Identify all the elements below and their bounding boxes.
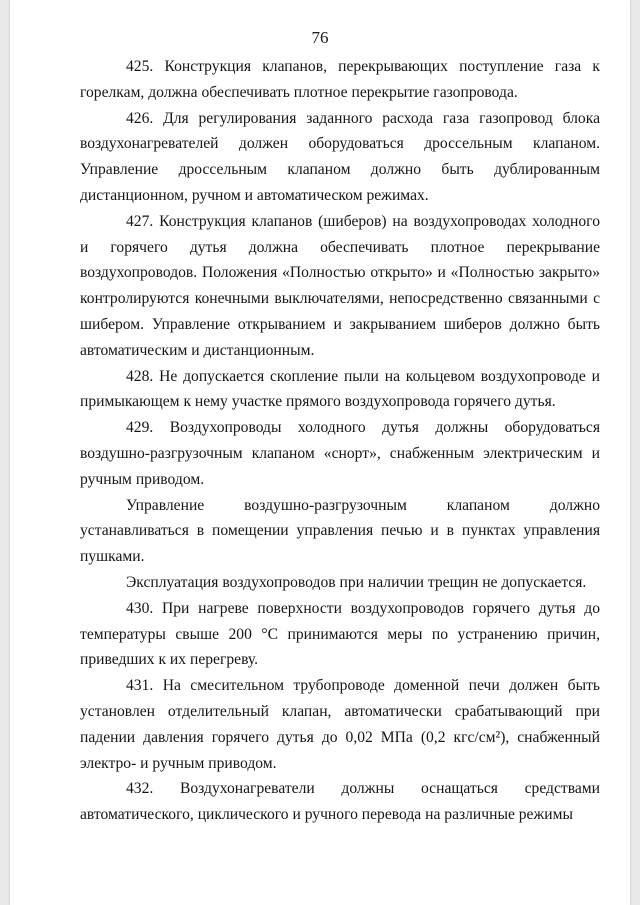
paragraph-425: 425. Конструкция клапанов, перекрывающих поступление газа к горелкам, должна обеспечивать плотное перекрытие газопровода. — [80, 58, 600, 101]
paragraph-429-control: Управление воздушно-разгрузочным клапаном должно устанавливаться в помещении управления печью и в пунктах управления пушками. — [80, 496, 600, 566]
paragraph-427: 427. Конструкция клапанов (шиберов) на воздухопроводах холодного и горячего дутья должна обеспечивать плотное перекрывание воздухопроводов. Положения «Полностью открыто» и «Полностью закрыто» контролируются конечными выключателями, непосредственно связанными с шибером. Управление открыванием и закрыванием шиберов должно быть автоматическим и дистанционным. — [80, 212, 600, 359]
paragraph-429: 429. Воздухопроводы холодного дутья должны оборудоваться воздушно-разгрузочным клапаном «снорт», снабженным электрическим и ручным приводом. — [80, 419, 600, 488]
document-page — [10, 0, 630, 905]
paragraph-428: 428. Не допускается скопление пыли на кольцевом воздухопроводе и примыкающем к нему участке прямого воздухопровода горячего дутья. — [80, 367, 600, 411]
paragraph-432: 432. Воздухонагреватели должны оснащаться средствами автоматического, циклического и ручного перевода на различные режимы — [80, 780, 600, 824]
paragraph-429-operation: Эксплуатация воздухопроводов при наличии трещин не допускается. — [126, 573, 587, 591]
paragraph-431: 431. На смесительном трубопроводе доменной печи должен быть установлен отделительный клапан, автоматически срабатывающий при падении давления горячего дутья до 0,02 МПа (0,2 кгс/см²), снабженный электро- и ручным приводом. — [80, 677, 600, 772]
page-number: 76 — [311, 28, 329, 47]
paragraph-426: 426. Для регулирования заданного расхода газа газопровод блока воздухонагревателей должен оборудоваться дроссельным клапаном. Управление дроссельным клапаном должно быть дублированным дистанционном, ручном и автоматическом режимах. — [80, 109, 600, 204]
paragraph-430: 430. При нагреве поверхности воздухопроводов горячего дутья до температуры свыше 200 °С принимаются меры по устранению причин, приведших к их перегреву. — [80, 599, 600, 669]
document-body — [80, 54, 600, 828]
